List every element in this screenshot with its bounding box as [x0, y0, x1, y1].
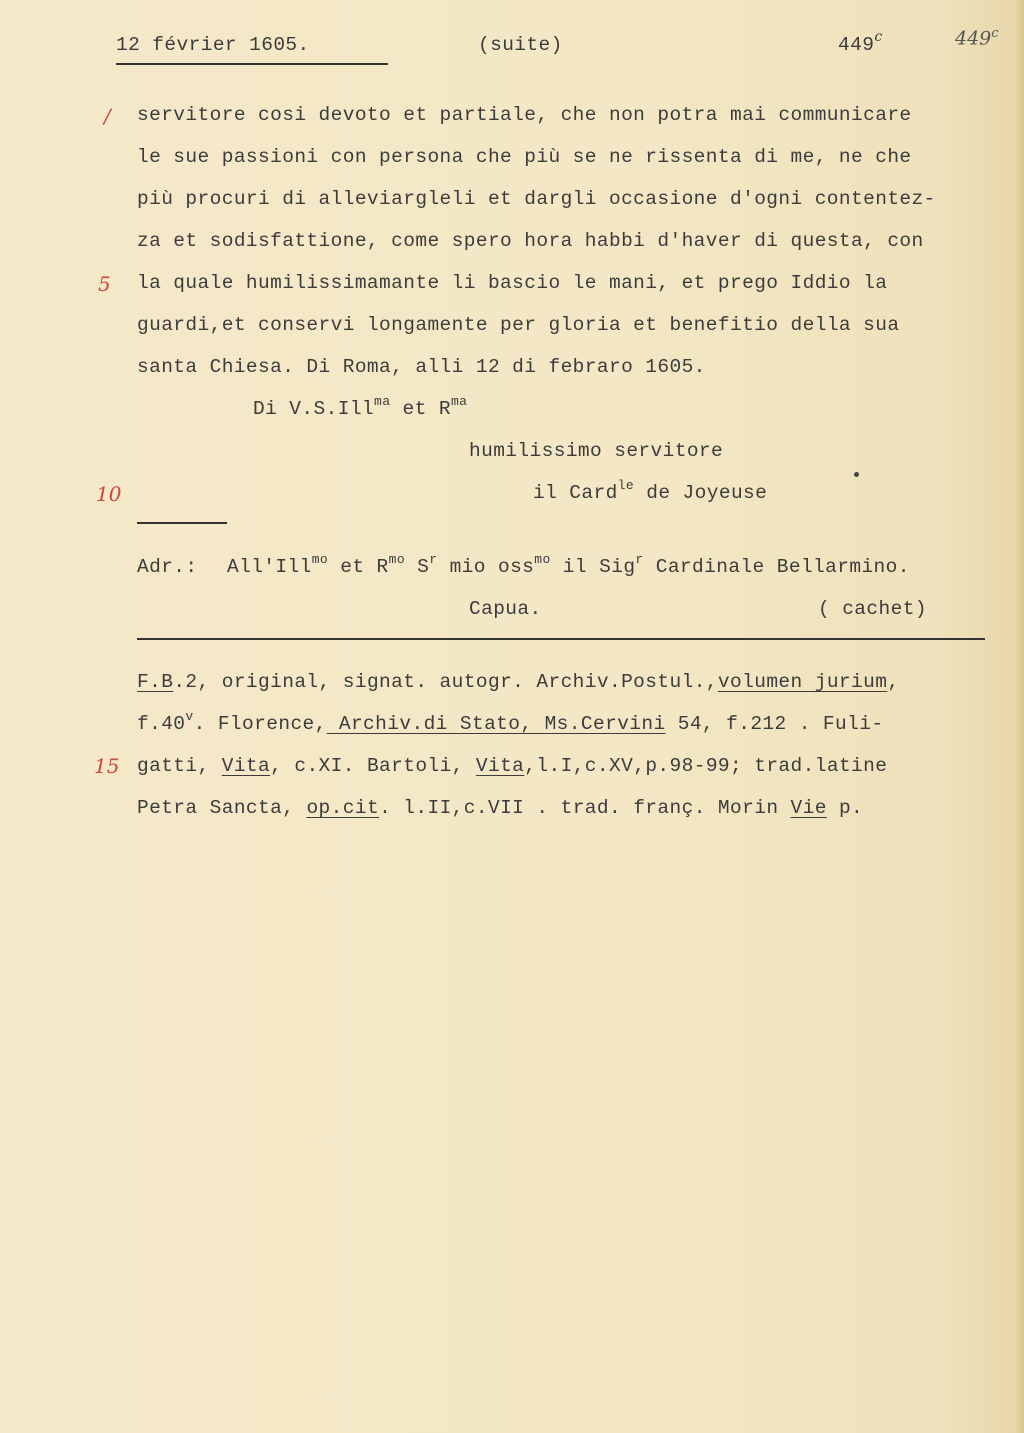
letter-line: più procuri di alleviargleli et dargli occasione d'ogni contentez- [137, 188, 936, 210]
note-text: Vita [221, 755, 271, 777]
handwritten-page-number [955, 26, 999, 49]
signature-sup: le [617, 478, 635, 493]
signature-text: de Joyeuse [634, 482, 768, 504]
note-line [137, 671, 899, 693]
address-label: Adr.: [137, 556, 198, 578]
handwritten-suffix: c [991, 26, 999, 41]
note-text: . Florence, [193, 713, 327, 735]
salutation-sup: ma [374, 394, 391, 409]
address-line [227, 552, 910, 578]
note-line [137, 797, 863, 819]
address-sup: r [635, 552, 644, 567]
note-text: 54, f.212 . Fuli- [665, 713, 884, 735]
address-sup: mo [311, 552, 329, 567]
handwritten-number: 449 [955, 27, 992, 50]
margin-line-10: 10 [96, 482, 122, 506]
note-text: . l.II,c.VII . trad. franç. Morin [379, 797, 791, 819]
note-text: op.cit [306, 797, 380, 819]
note-text: Petra Sancta, [137, 797, 307, 819]
header-date: 12 février 1605. [116, 34, 310, 56]
address-place: Capua. [469, 598, 542, 620]
page-number [838, 29, 883, 56]
note-text: f.40 [137, 713, 186, 735]
letter-line: servitore cosi devoto et partiale, che non potra mai communicare [137, 104, 912, 126]
address-sup: mo [534, 552, 551, 567]
margin-line-1: / [104, 104, 111, 128]
margin-line-15: 15 [94, 754, 120, 778]
address-sup: mo [388, 552, 406, 567]
note-text: , [887, 671, 900, 693]
letter-line: la quale humilissimamante li bascio le mani, et prego Iddio la [137, 272, 888, 294]
ink-dot [854, 472, 859, 477]
note-line [137, 755, 887, 777]
address-text: il Sig [550, 556, 636, 578]
letter-line: santa Chiesa. Di Roma, alli 12 di febraro 1605. [137, 356, 706, 378]
header-suite: (suite) [478, 34, 563, 56]
address-text: et R [328, 556, 389, 578]
note-text: F.B [137, 671, 174, 693]
address-text: All'Ill [227, 556, 312, 578]
salutation-sup: ma [450, 394, 468, 409]
address-sup: r [429, 552, 438, 567]
note-line [137, 709, 884, 735]
notes-separator [137, 638, 985, 640]
note-text: gatti, [137, 755, 222, 777]
salutation-text: Di V.S.Ill [253, 398, 375, 420]
letter-line: za et sodisfattione, come spero hora habbi d'haver di questa, con [137, 230, 924, 252]
note-text: Vita [475, 755, 525, 777]
address-text: S [405, 556, 430, 578]
letter-line: guardi,et conservi longamente per gloria et benefitio della sua [137, 314, 900, 336]
note-text: .2, original, signat. autogr. Archiv.Postul., [173, 671, 718, 693]
salutation-text: et R [390, 398, 451, 420]
note-text: volumen jurium [717, 671, 888, 693]
note-text: ,l.I,c.XV,p.98-99; trad.latine [524, 755, 888, 777]
note-text: Archiv.di Stato, Ms.Cervini [326, 713, 666, 735]
letter-line: le sue passioni con persona che più se ne rissenta di me, ne che [137, 146, 912, 168]
closing: humilissimo servitore [469, 440, 724, 462]
address-text: mio oss [437, 556, 535, 578]
signature [533, 478, 768, 504]
short-separator [137, 522, 227, 524]
note-text: p. [826, 797, 864, 819]
margin-line-5: 5 [98, 272, 111, 296]
note-text: , c.XI. Bartoli, [270, 755, 476, 777]
header-underline [116, 63, 388, 65]
page-edge [1016, 0, 1024, 1433]
salutation [253, 394, 468, 420]
signature-text: il Card [533, 482, 618, 504]
page-number-value: 449 [838, 34, 875, 56]
page-number-suffix: c [874, 29, 883, 45]
note-sup: v [185, 709, 194, 724]
address-text: Cardinale Bellarmino. [643, 556, 910, 578]
note-text: Vie [790, 797, 827, 819]
address-seal: ( cachet) [818, 598, 927, 620]
